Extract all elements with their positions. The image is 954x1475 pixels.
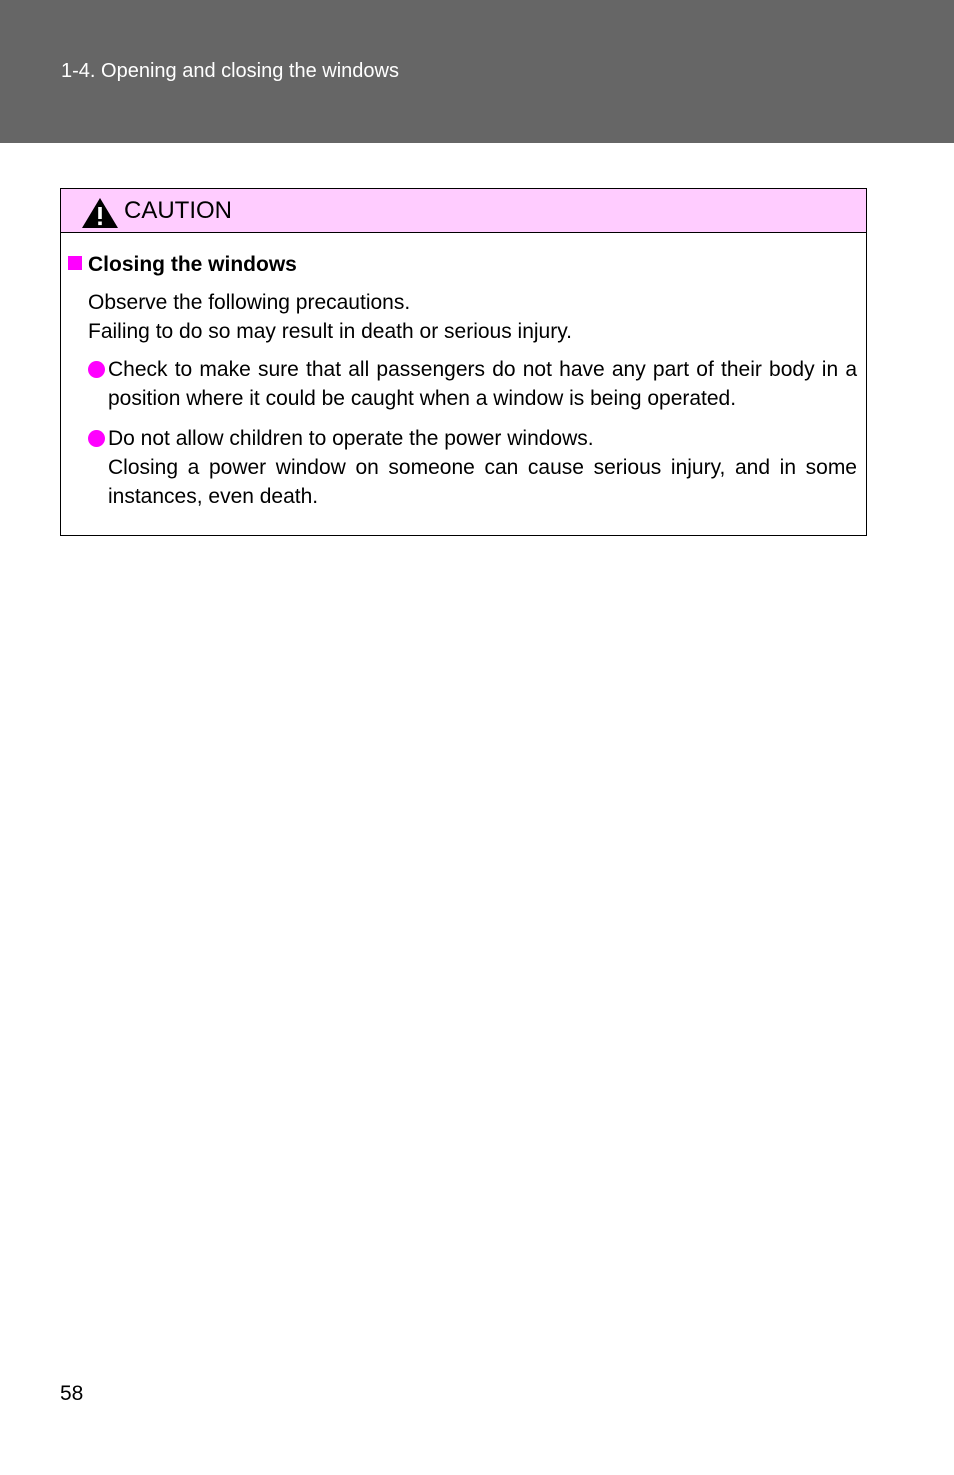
intro-line: Failing to do so may result in death or serious injury. [88, 320, 573, 343]
caution-heading-text: Closing the windows [88, 253, 297, 276]
circle-bullet-icon [88, 361, 105, 378]
bullet-paragraph: Do not allow children to operate the power windows. [108, 427, 594, 450]
caution-box [60, 188, 867, 536]
section-title: 1-4. Opening and closing the windows [61, 60, 399, 82]
intro-line: Observe the following precautions. [88, 291, 411, 314]
header-band [0, 0, 954, 143]
bullet-text [108, 424, 857, 511]
square-bullet-icon [68, 256, 82, 270]
caution-intro [88, 288, 858, 346]
warning-triangle-icon [81, 197, 119, 229]
bullet-paragraph: Closing a power window on someone can cause serious injury, and in some instances, even death. [108, 456, 857, 508]
caution-label: CAUTION [124, 197, 232, 224]
page-number: 58 [60, 1382, 84, 1405]
caution-header [61, 189, 866, 233]
bullet-paragraph: Check to make sure that all passengers do not have any part of their body in a position where it could be caught when a window is being operated. [108, 358, 857, 410]
caution-bullet [88, 424, 857, 511]
bullet-text [108, 355, 857, 413]
circle-bullet-icon [88, 430, 105, 447]
caution-heading [68, 253, 297, 277]
caution-bullet [88, 355, 857, 413]
